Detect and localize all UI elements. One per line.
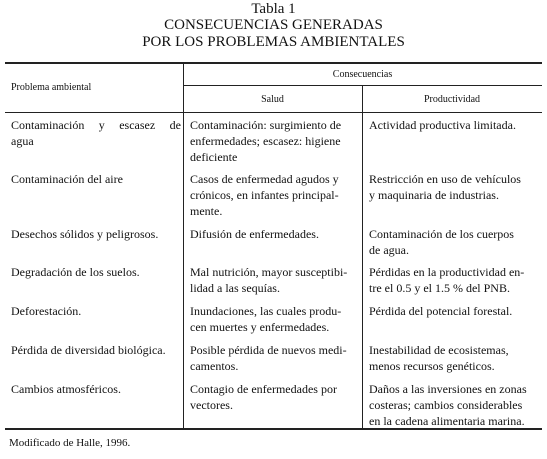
source-note: Modificado de Halle, 1996.	[9, 437, 131, 449]
productivity-cell	[369, 303, 539, 319]
cell-line: Contaminación del aire	[11, 172, 123, 186]
problem-cell	[11, 381, 181, 397]
health-cell	[190, 226, 358, 242]
cell-line: Pérdida del potencial forestal.	[369, 304, 513, 318]
cell-line: Pérdidas en la productividad en-	[369, 265, 525, 279]
cell-line: costeras; cambios considerables	[369, 398, 523, 412]
table-title-line-2: POR LOS PROBLEMAS AMBIENTALES	[142, 34, 405, 50]
cell-line: Contaminación: surgimiento de	[190, 118, 342, 132]
health-cell	[190, 342, 358, 374]
table-title-line-1: CONSECUENCIAS GENERADAS	[164, 17, 383, 33]
cell-line: y maquinaria de industrias.	[369, 188, 499, 202]
cell-line: crónicos, en infantes principal-	[190, 188, 339, 202]
cell-line: mente.	[190, 204, 223, 218]
cell-line: Contagio de enfermedades por	[190, 382, 337, 396]
problem-cell	[11, 303, 181, 319]
cell-line: tre el 0.5 y el 1.5 % del PNB.	[369, 281, 510, 295]
cell-line: Mal nutrición, mayor susceptibi-	[190, 265, 348, 279]
cell-line: enfermedades; escasez: higiene	[190, 134, 341, 148]
problem-cell	[11, 171, 181, 187]
cell-line: Posible pérdida de nuevos medi-	[190, 343, 347, 357]
productivity-cell	[369, 342, 539, 374]
table-number: Tabla 1	[251, 1, 296, 17]
cell-line: Cambios atmosféricos.	[11, 382, 121, 396]
productivity-cell	[369, 381, 539, 429]
problem-cell	[11, 264, 181, 280]
cell-line: Contaminación de los cuerpos	[369, 227, 514, 241]
cell-line: Restricción en uso de vehículos	[369, 172, 521, 186]
header-productivity: Productividad	[423, 94, 481, 105]
header-consequences: Consecuencias	[332, 69, 393, 80]
productivity-cell	[369, 171, 539, 203]
cell-line: Actividad productiva limitada.	[369, 118, 516, 132]
problem-cell	[11, 342, 181, 358]
cell-line: Deforestación.	[11, 304, 82, 318]
cell-line: deficiente	[190, 150, 238, 164]
cell-line: agua	[11, 134, 34, 148]
cell-line: camentos.	[190, 359, 239, 373]
cell-line: lidad a las sequías.	[190, 281, 280, 295]
cell-line: vectores.	[190, 398, 233, 412]
cell-line: de agua.	[369, 243, 409, 257]
cell-line: Inundaciones, las cuales produ-	[190, 304, 342, 318]
productivity-cell	[369, 117, 539, 133]
cell-line: en la cadena alimentaria marina.	[369, 414, 525, 428]
cell-line: Desechos sólidos y peligrosos.	[11, 227, 159, 241]
header-problem: Problema ambiental	[11, 82, 92, 93]
health-cell	[190, 303, 358, 335]
problem-cell	[11, 117, 181, 149]
cell-line: cen muertes y enfermedades.	[190, 320, 330, 334]
health-cell	[190, 264, 358, 296]
cell-line: menos recursos genéticos.	[369, 359, 495, 373]
column-divider-1	[183, 63, 184, 429]
cell-line: Contaminación y escasez de	[11, 118, 181, 132]
cell-line: Casos de enfermedad agudos y	[190, 172, 339, 186]
problem-cell	[11, 226, 181, 242]
productivity-cell	[369, 264, 539, 296]
header-health: Salud	[261, 94, 284, 105]
header-bottom-rule	[5, 112, 542, 113]
top-rule	[5, 62, 542, 64]
cell-line: Pérdida de diversidad biológica.	[11, 343, 166, 357]
health-cell	[190, 381, 358, 413]
health-cell	[190, 171, 358, 219]
health-cell	[190, 117, 358, 165]
column-divider-2	[362, 86, 363, 429]
cell-line: Degradación de los suelos.	[11, 265, 140, 279]
cell-line: Inestabilidad de ecosistemas,	[369, 343, 509, 357]
productivity-cell	[369, 226, 539, 258]
cell-line: Daños a las inversiones en zonas	[369, 382, 527, 396]
cell-line: Difusión de enfermedades.	[190, 227, 319, 241]
